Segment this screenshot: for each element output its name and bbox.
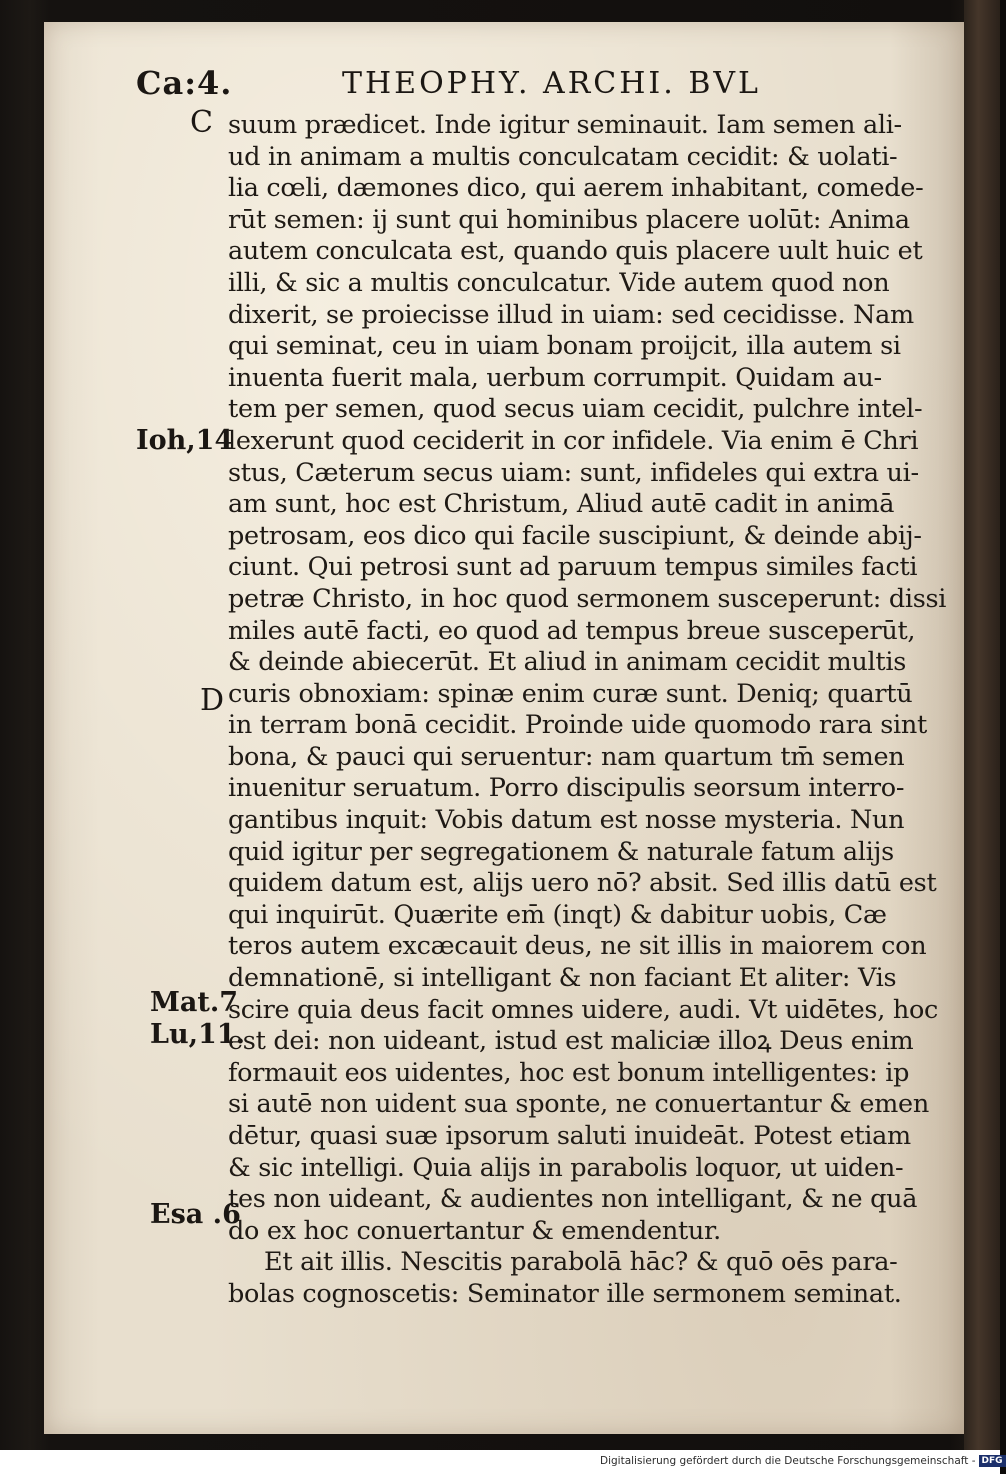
text-line: teros autem excæcauit deus, ne sit illis in maiorem con	[228, 931, 927, 962]
text-line: rūt semen: ij sunt qui hominibus placere uolūt: Anima	[228, 204, 910, 235]
text-line: dētur, quasi suæ ipsorum saluti inuideāt. Potest etiam	[228, 1121, 911, 1151]
text-line: quidem datum est, alijs uero nō? absit. Sed illis datū est	[228, 868, 937, 899]
text-line: quid igitur per segregationem & naturale fatum alijs	[228, 836, 894, 867]
text-line: in terram bonā cecidit. Proinde uide quomodo rara sint	[228, 710, 927, 741]
text-line: inuenta fuerit mala, uerbum corrumpit. Quidam au-	[228, 362, 882, 393]
margin-reference-lu: Lu,11.	[150, 1019, 245, 1050]
text-line: tes non uideant, & audientes non intelligant, & ne quā	[228, 1184, 918, 1215]
text-line: Et ait illis. Nescitis parabolā hāc? & quō oēs para-	[264, 1247, 898, 1278]
section-letter-d: D	[200, 683, 225, 718]
book-spine-edge	[964, 0, 1000, 1450]
running-title: THEOPHY. ARCHI. BVL	[342, 66, 761, 101]
margin-reference-esa: Esa .6	[150, 1199, 241, 1230]
text-line: suum prædicet. Inde igitur seminauit. Iam semen ali-	[228, 110, 902, 140]
margin-reference-mat: Mat.7	[150, 987, 239, 1018]
text-line: qui seminat, ceu in uiam bonam proijcit, illa autem si	[228, 331, 901, 362]
text-line: lexerunt quod ceciderit in cor infidele. Via enim ē Chri	[228, 425, 919, 456]
text-line: lia cœli, dæmones dico, qui aerem inhabitant, comede-	[228, 173, 924, 204]
text-line: formauit eos uidentes, hoc est bonum intelligentes: ip	[228, 1057, 910, 1088]
text-line: curis obnoxiam: spinæ enim curæ sunt. Deniq; quartū	[228, 678, 913, 709]
text-line: scire quia deus facit omnes uidere, audi. Vt uidētes, hoc	[228, 994, 938, 1025]
text-line: tem per semen, quod secus uiam cecidit, pulchre intel-	[228, 394, 923, 425]
credit-text: Digitalisierung gefördert durch die Deutsche Forschungsgemeinschaft -	[600, 1455, 976, 1467]
text-line: dixerit, se proiecisse illud in uiam: sed cecidisse. Nam	[228, 299, 914, 330]
text-line: petrosam, eos dico qui facile suscipiunt, & deinde abij-	[228, 520, 922, 551]
page-marker: Ca:4.	[136, 64, 233, 102]
margin-reference-ioh: Ioh,14	[136, 425, 234, 456]
dfg-logo: DFG	[979, 1455, 1006, 1467]
running-head	[136, 64, 796, 108]
text-line: am sunt, hoc est Christum, Aliud autē cadit in animā	[228, 489, 895, 520]
text-line: petræ Christo, in hoc quod sermonem susceperunt: dissi	[228, 583, 947, 614]
text-line: illi, & sic a multis conculcatur. Vide autem quod non	[228, 267, 890, 298]
text-line: inuenitur seruatum. Porro discipulis seorsum interro-	[228, 773, 905, 804]
text-line: si autē non uident sua sponte, ne conuertantur & emen	[228, 1089, 929, 1120]
section-letter-c: C	[190, 105, 213, 140]
text-line: do ex hoc conuertantur & emendentur.	[228, 1215, 721, 1246]
text-line: gantibus inquit: Vobis datum est nosse mysteria. Nun	[228, 805, 905, 836]
text-line: ciunt. Qui petrosi sunt ad paruum tempus similes facti	[228, 552, 918, 583]
digitization-credit	[600, 1455, 1003, 1471]
text-line: demnationē, si intelligant & non faciant Et aliter: Vis	[228, 963, 897, 994]
text-line: ud in animam a multis conculcatam cecidit: & uolati-	[228, 141, 898, 172]
text-line: qui inquirūt. Quærite em̄ (inqt) & dabitur uobis, Cæ	[228, 899, 887, 930]
text-line: bona, & pauci qui seruentur: nam quartum tm̄ semen	[228, 741, 905, 772]
main-text-block	[228, 110, 947, 1311]
text-line: bolas cognoscetis: Seminator ille sermonem seminat.	[228, 1278, 902, 1309]
text-line: est dei: non uideant, istud est maliciæ illoꝝ Deus enim	[228, 1026, 914, 1057]
text-line: & deinde abiecerūt. Et aliud in animam cecidit multis	[228, 647, 906, 678]
text-line: miles autē facti, eo quod ad tempus breue susceperūt,	[228, 615, 916, 646]
text-line: autem conculcata est, quando quis placere uult huic et	[228, 236, 923, 267]
text-line: stus, Cæterum secus uiam: sunt, infideles qui extra ui-	[228, 457, 919, 488]
text-line: & sic intelligi. Quia alijs in parabolis loquor, ut uiden-	[228, 1152, 904, 1183]
